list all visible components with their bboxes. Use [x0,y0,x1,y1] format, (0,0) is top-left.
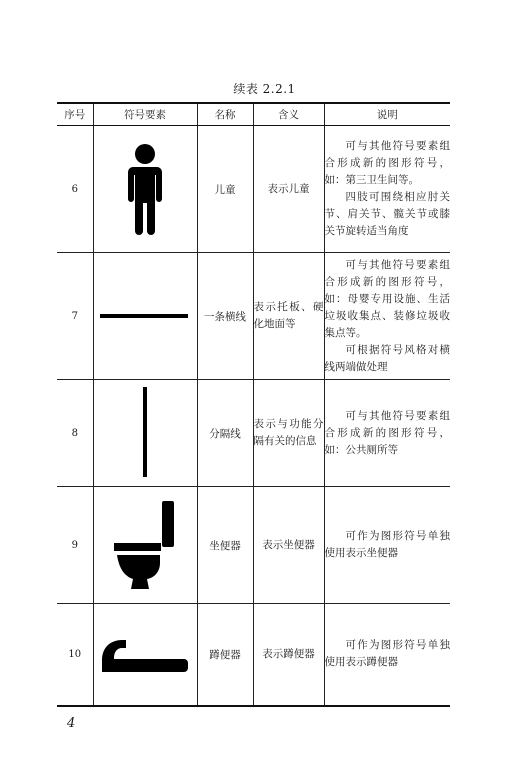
table-row [57,253,450,380]
row-meaning: 表示托板、硬化地面等 [253,253,324,380]
row-meaning: 表示儿童 [253,126,324,253]
row-description [324,253,450,380]
description-paragraph: 四肢可围绕相应肘关节、肩关节、髋关节或膝关节旋转适当角度 [324,191,450,237]
table-row [57,126,450,253]
horizontal-line-icon [100,313,190,319]
row-index: 8 [57,380,93,487]
row-symbol [93,487,197,604]
row-index: 10 [57,604,93,706]
toilet-seat-icon [113,499,177,591]
description-paragraph: 可与其他符号要素组合形成新的图形符号，如：第三卫生间等。 [324,140,450,186]
row-index: 7 [57,253,93,380]
row-symbol [93,253,197,380]
description-paragraph: 可作为图形符号单独使用表示坐便器 [324,530,450,559]
row-description [324,604,450,706]
row-name: 坐便器 [197,487,253,604]
description-paragraph: 可作为图形符号单独使用表示蹲便器 [324,639,450,669]
row-index: 9 [57,487,93,604]
page-number: 4 [67,716,76,731]
vertical-divider-icon [142,387,148,479]
table-row [57,487,450,604]
header-symbol: 符号要素 [93,103,197,126]
description-paragraph: 可与其他符号要素组合形成新的图形符号，如：公共厕所等 [324,409,450,456]
row-meaning: 表示坐便器 [253,487,324,604]
squat-toilet-icon [100,634,190,674]
table-header-row [57,103,450,126]
row-name: 蹲便器 [197,604,253,706]
symbol-elements-table [57,102,450,707]
row-description [324,487,450,604]
table-caption: 续表 2.2.1 [233,82,296,96]
header-index: 序号 [57,103,93,126]
row-index: 6 [57,126,93,253]
header-name: 名称 [197,103,253,126]
row-name: 分隔线 [197,380,253,487]
table-row [57,380,450,487]
header-meaning: 含义 [253,103,324,126]
row-meaning: 表示蹲便器 [253,604,324,706]
description-paragraph: 可根据符号风格对横线两端做处理 [324,343,450,373]
row-symbol [93,126,197,253]
header-description: 说明 [324,103,450,126]
table-row [57,604,450,706]
row-description [324,126,450,253]
child-figure-icon [125,143,165,235]
row-name: 儿童 [197,126,253,253]
description-paragraph: 可与其他符号要素组合形成新的图形符号，如：母婴专用设施、生活垃圾收集点、装修垃圾收集点等。 [324,258,450,339]
row-name: 一条横线 [197,253,253,380]
row-symbol [93,604,197,706]
row-symbol [93,380,197,487]
row-meaning: 表示与功能分隔有关的信息 [253,380,324,487]
row-description [324,380,450,487]
